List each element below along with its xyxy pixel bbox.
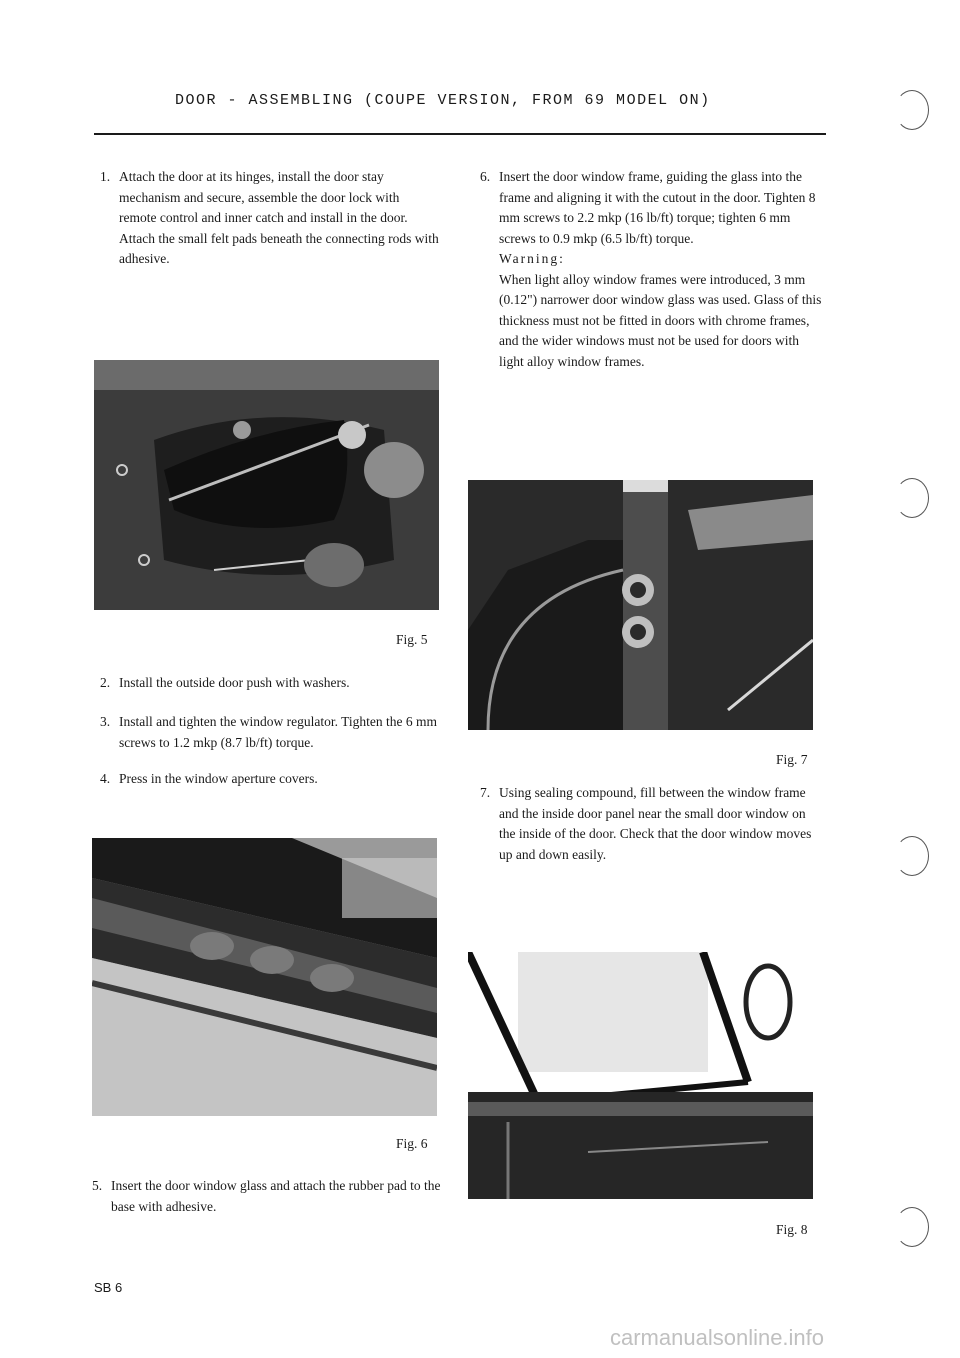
step-1 [100,167,440,270]
page-title: DOOR - ASSEMBLING (COUPE VERSION, FROM 69 MODEL ON) [175,92,711,109]
step-number: 7. [480,785,491,800]
step-2 [100,673,450,694]
step-text: Press in the window aperture covers. [119,771,318,786]
binder-hole [895,90,929,130]
step-number: 3. [100,714,111,729]
watermark: carmanualsonline.info [610,1325,825,1350]
figure-6-caption: Fig. 6 [396,1136,428,1151]
step-number: 1. [100,169,111,184]
step-number: 2. [100,675,111,690]
step-text: Install the outside door push with washers. [119,675,350,690]
step-text: Install and tighten the window regulator. Tighten the 6 mm screws to 1.2 mkp (8.7 lb/ft) torque. [119,714,437,750]
step-text: Attach the door at its hinges, install the door stay mechanism and secure, assemble the door lock with remote control and inner catch and install in the door. Attach the small felt pads beneath the connecting rods with adhesive. [119,169,439,266]
step-4 [100,769,450,790]
step-text: Using sealing compound, fill between the window frame and the inside door panel near the small door window on the inside of the door. Check that the door window moves up and down easily. [499,785,812,862]
binder-hole [895,836,929,876]
step-5 [92,1176,457,1217]
step-number: 4. [100,771,111,786]
step-6 [480,167,825,372]
page-code: SB 6 [94,1280,123,1295]
step-number: 5. [92,1178,103,1193]
step-text: Insert the door window frame, guiding the glass into the frame and aligning it with the cutout in the door. Tighten 8 mm screws to 2.2 mkp (16 lb/ft) torque; tighten 6 mm screws to 0.9 mkp (6.5 lb/ft) torque. [499,169,816,246]
binder-hole [895,1207,929,1247]
warning-label: Warning: [499,251,565,266]
figure-5-caption: Fig. 5 [396,632,428,647]
figure-8-photo [468,952,813,1199]
binder-hole [895,478,929,518]
warning-text: When light alloy window frames were introduced, 3 mm (0.12") narrower door window glass was used. Glass of this thickness must not be fitted in doors with chrome frames, and the wider windows must not be used for doors with light alloy window frames. [499,271,822,369]
step-number: 6. [480,169,491,184]
figure-5-photo [94,360,439,610]
figure-7-caption: Fig. 7 [776,752,808,767]
header-divider [94,133,826,135]
step-7 [480,783,825,865]
figure-7-photo [468,480,813,730]
figure-6-photo [92,838,437,1116]
figure-8-caption: Fig. 8 [776,1222,808,1237]
step-text: Insert the door window glass and attach the rubber pad to the base with adhesive. [111,1178,441,1214]
step-3 [100,712,450,753]
